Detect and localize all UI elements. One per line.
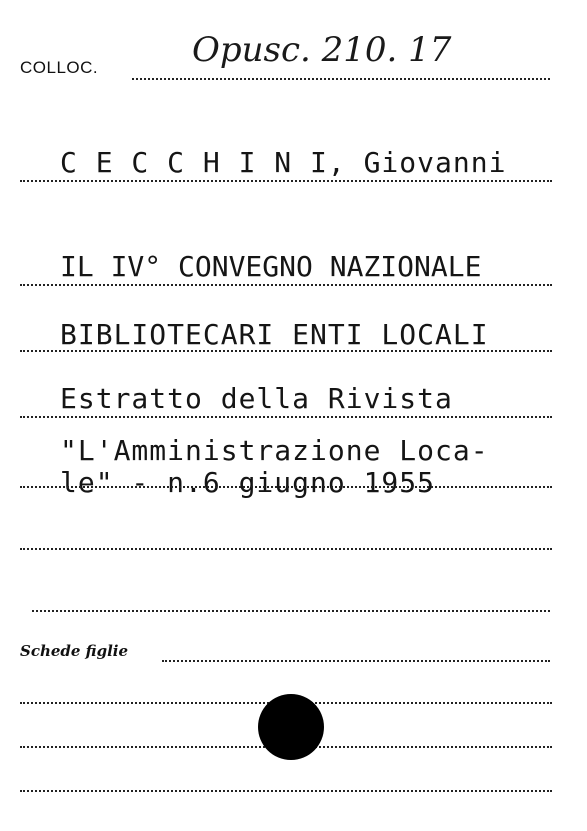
colloc-dotted-line [132,78,550,80]
title-line-3: Estratto della Rivista [60,382,453,415]
dotted-line-3 [20,416,552,418]
dotted-line-4 [20,486,552,488]
dotted-line-6 [32,610,550,612]
author-name: C E C C H I N I, Giovanni [60,146,507,179]
punch-hole [258,694,324,760]
dotted-line-1 [20,284,552,286]
schede-figlie-label: Schede figlie [20,642,129,660]
colloc-label: COLLOC. [20,58,99,77]
title-line-4: "L'Amministrazione Loca- [60,434,489,467]
author-dotted-line [20,180,552,182]
title-line-5: le" - n.6 giugno 1955 [60,466,436,499]
dotted-line-7 [162,660,550,662]
dotted-line-2 [20,350,552,352]
dotted-line-10 [20,790,552,792]
title-line-2: BIBLIOTECARI ENTI LOCALI [60,318,489,351]
colloc-value: Opusc. 210. 17 [192,30,452,70]
dotted-line-5 [20,548,552,550]
title-line-1: IL IV° CONVEGNO NAZIONALE [60,250,482,283]
